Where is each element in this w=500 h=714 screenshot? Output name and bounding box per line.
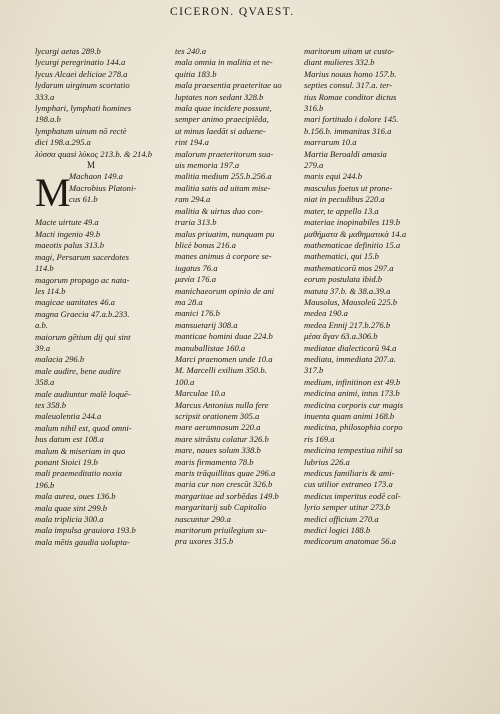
index-entry: manichaeorum opinio de ani <box>175 285 275 296</box>
index-entry: 317.b <box>304 365 324 376</box>
index-entry: ma 28.a <box>175 296 203 307</box>
index-entry: marrarum 10.a <box>304 137 357 148</box>
index-entry: medicorum anatomae 56.a <box>304 536 396 547</box>
index-entry: 100.a <box>175 376 195 387</box>
index-entry: ram 294.a <box>175 194 211 205</box>
index-entry: mala impulsa grauiora 193.b <box>35 525 136 536</box>
index-entry: μανία 176.a <box>175 274 217 285</box>
dropcap-letter: M <box>35 170 71 216</box>
index-entry: materiae inopinabiles 119.b <box>304 217 401 228</box>
index-entry: maris equi 244.b <box>304 171 363 182</box>
index-entry: margaritarij sub Capitolio <box>175 502 267 513</box>
index-entry: mare sitrāstu colatur 326.b <box>175 433 269 444</box>
index-entry: medicus imperitus eodē col- <box>304 490 401 501</box>
index-entry: diant mulieres 332.b <box>304 57 375 68</box>
index-entry: malitia medium 255.b.256.a <box>175 171 272 182</box>
index-entry: mathematicorū mos 297.a <box>304 262 394 273</box>
index-entry: Marcus Antonius nulla fere <box>175 399 269 410</box>
index-entry: quitia 183.b <box>175 68 217 79</box>
index-entry: mala quae incidere possunt, <box>175 103 272 114</box>
index-entry: lyrio semper utitur 273.b <box>304 502 390 513</box>
index-entry: Macti ingenio 49.b <box>35 228 101 239</box>
index-entry: 39.a <box>35 342 51 353</box>
index-entry: a.b. <box>35 320 48 331</box>
running-head: CICERON. QVAEST. <box>170 6 295 18</box>
index-entry: medicina, philosophia corpo <box>304 422 403 433</box>
index-entry: scripsit orationem 305.a <box>175 411 260 421</box>
index-entry: maritorum uitam ut custo- <box>304 46 395 56</box>
index-entry: medicina tempestiua nihil sa <box>304 445 403 456</box>
index-entry: manuballistae 160.a <box>175 342 246 353</box>
section-letter: M <box>86 160 95 171</box>
index-entry: Machaon 149.a <box>69 171 123 182</box>
index-entry: lymphari, lymphati homines <box>35 103 132 114</box>
index-entry: Macrobius Platoni- <box>69 182 137 193</box>
index-entry: cus utilior extraneo 173.a <box>304 479 393 490</box>
index-entry: maris firmamenta 78.b <box>175 456 254 467</box>
index-entry: malitia & uirtus duo con- <box>175 205 263 216</box>
index-entry: malorum praeteritorum sua- <box>175 148 274 159</box>
index-entry: mare, naues solum 338.b <box>175 445 261 456</box>
index-entry: iugatus 76.a <box>175 262 218 273</box>
index-entry: rint 194.a <box>175 137 209 148</box>
index-entry: mater, te appello 13.a <box>304 205 379 216</box>
index-entry: matuta 37.b. & 38.a.39.a <box>304 285 391 296</box>
index-entry: mediatae dialecticorū 94.a <box>304 342 397 353</box>
index-entry: medici logici 188.b <box>304 525 371 536</box>
index-entry: Martia Beroaldi amasia <box>304 148 387 159</box>
index-entry: 196.b <box>35 479 55 490</box>
index-entry: medea 190.a <box>304 308 348 319</box>
index-entry: luptates non sedant 328.b <box>175 91 264 102</box>
index-entry: ut minus laedāt si aduene- <box>175 125 266 136</box>
index-entry: lycus Alcaei deliciae 278.a <box>35 68 128 79</box>
index-entry: M. Marcelli exilium 350.b. <box>175 365 267 376</box>
index-entry: 316.b <box>304 103 324 114</box>
index-entry: b.156.b. immanitas 316.a <box>304 125 392 136</box>
index-entry: mala quae sint 299.b <box>35 502 108 513</box>
index-entry: bus datum est 108.a <box>35 434 104 445</box>
index-entry: manticae homini duae 224.b <box>175 331 273 342</box>
index-entry: mali praemeditatio noxia <box>35 468 122 479</box>
index-entry: medea Ennij 217.b.276.b <box>304 319 391 330</box>
index-entry: Marius nouus homo 157.b. <box>304 68 397 79</box>
index-entry: Mausolus, Mausoleū 225.b <box>304 296 398 307</box>
index-entry: mari fortitudo i dolore 145. <box>304 114 399 125</box>
index-entry: μέσα ἄγαν 63.a.306.b <box>304 331 378 342</box>
index-entry: malacia 296.b <box>35 354 85 365</box>
index-entry: nascuntur 290.a <box>175 513 231 524</box>
index-entry: tes 240.a <box>175 46 207 56</box>
dropcap-block <box>35 171 147 217</box>
index-entry: dici 198.a.295.a <box>35 137 91 148</box>
index-entry: semper animo praecipiēda, <box>175 114 269 125</box>
index-entry: lycurgi peregrinatio 144.a <box>35 57 126 68</box>
index-entry: niat in pecudibus 220.a <box>304 194 385 205</box>
index-entry: medicina animi, intus 173.b <box>304 388 400 399</box>
index-entry: μαθήματα & μαθηματικὰ 14.a <box>304 228 407 239</box>
index-entry: medicina corporis cur magis <box>304 399 404 410</box>
index-entry: mare aerumnosum 220.a <box>175 422 261 433</box>
index-entry: mala triplicia 300.a <box>35 514 104 525</box>
index-entry: mathematicae definitio 15.a <box>304 239 401 250</box>
index-entry: male audire, bene audire <box>35 365 121 376</box>
index-entry: Marci praenomen unde 10.a <box>175 353 273 364</box>
index-entry: masculus foetus ut prone- <box>304 182 393 193</box>
index-entry: lydarum uirginum scortatio <box>35 80 130 91</box>
page-header <box>0 3 500 21</box>
index-entry: mala aurea, oues 136.b <box>35 491 116 502</box>
index-entry: medici officium 270.a <box>304 513 379 524</box>
index-entry: lymphatum uinum nō rectè <box>35 125 127 136</box>
index-entry: maleuolentia 244.a <box>35 411 102 422</box>
index-column-2 <box>175 46 287 548</box>
index-entry: magicae uanitates 46.a <box>35 297 115 308</box>
index-entry: lubrius 226.a <box>304 456 350 467</box>
index-entry: 114.b <box>35 263 54 274</box>
index-entry: malum & miseriam in quo <box>35 445 126 456</box>
index-entry: ponant Stoici 19.b <box>35 457 98 467</box>
index-entry: mala praesentia praeteritae uo <box>175 80 282 91</box>
index-entry: manici 176.b <box>175 308 220 319</box>
index-entry: mala mētis gaudia uolupta- <box>35 536 130 547</box>
index-entry: maritorum priuilegium su- <box>175 525 267 536</box>
index-entry: λύσσα quasi λύκος 213.b. & 214.b <box>35 148 153 159</box>
index-entry: les 114.b <box>35 285 66 296</box>
index-entry: ris 169.a <box>304 433 335 444</box>
index-entry: mediata, immediata 207.a. <box>304 353 396 364</box>
index-entry: male audiuntur malè loquē- <box>35 388 131 399</box>
index-entry: magna Graecia 47.a.b.233. <box>35 308 130 319</box>
index-entry: Marculae 10.a <box>175 388 226 399</box>
index-entry: traria 313.b <box>175 217 217 228</box>
index-entry: 358.a <box>35 377 55 388</box>
index-entry: maris trāquillitas quae 296.a <box>175 468 276 479</box>
index-entry: maria cur non crescūt 326.b <box>175 479 273 490</box>
dropcap-entries <box>69 171 136 205</box>
index-entry: margaritae ad sorbēdas 149.b <box>175 490 279 501</box>
index-entry: pra uxores 315.b <box>175 536 234 547</box>
index-column-3 <box>304 46 420 548</box>
index-entry: maeotis palus 313.b <box>35 240 104 251</box>
index-entry: malitia satis ad uitam mise- <box>175 182 271 193</box>
index-entry: mala omnia in malitia et ne- <box>175 57 273 68</box>
index-entry: inuenta quam animi 168.b <box>304 411 395 421</box>
index-entry: lycurgi aetas 289.b <box>35 46 101 56</box>
index-entry: 333.a <box>35 91 55 102</box>
index-entry: tes 358.b <box>35 399 67 410</box>
index-entry: cus 61.b <box>69 194 98 205</box>
index-entry: malum nihil est, quod omni- <box>35 422 132 433</box>
index-column-1 <box>35 46 153 548</box>
index-entry: magorum propago ac nata- <box>35 274 130 285</box>
index-entry: Macte uirtute 49.a <box>35 217 99 228</box>
index-entry: 198.a.b <box>35 114 61 125</box>
index-entry: 279.a <box>304 160 324 171</box>
index-entry: medium, infinitinon est 49.b <box>304 376 401 387</box>
index-entry: magi, Persarum sacerdotes <box>35 251 129 262</box>
index-entry: medicus familiaris & ami- <box>304 468 395 479</box>
index-entry: septies consul. 317.a. ter- <box>304 80 393 91</box>
index-entry: uis memoria 197.a <box>175 160 240 171</box>
index-entry: eorum postulata ibid.b <box>304 274 383 285</box>
index-entry: tius Romae conditor dictus <box>304 91 397 102</box>
index-entry: mathematici, qui 15.b <box>304 251 379 262</box>
index-entry: mansuetarij 308.a <box>175 319 238 330</box>
index-entry: manes animus à corpore se- <box>175 251 272 262</box>
index-entry: blicè bonus 216.a <box>175 239 236 250</box>
index-entry: malus priuatim, nunquam pu <box>175 228 275 239</box>
index-entry: maiorum gētium dij qui sint <box>35 331 131 342</box>
